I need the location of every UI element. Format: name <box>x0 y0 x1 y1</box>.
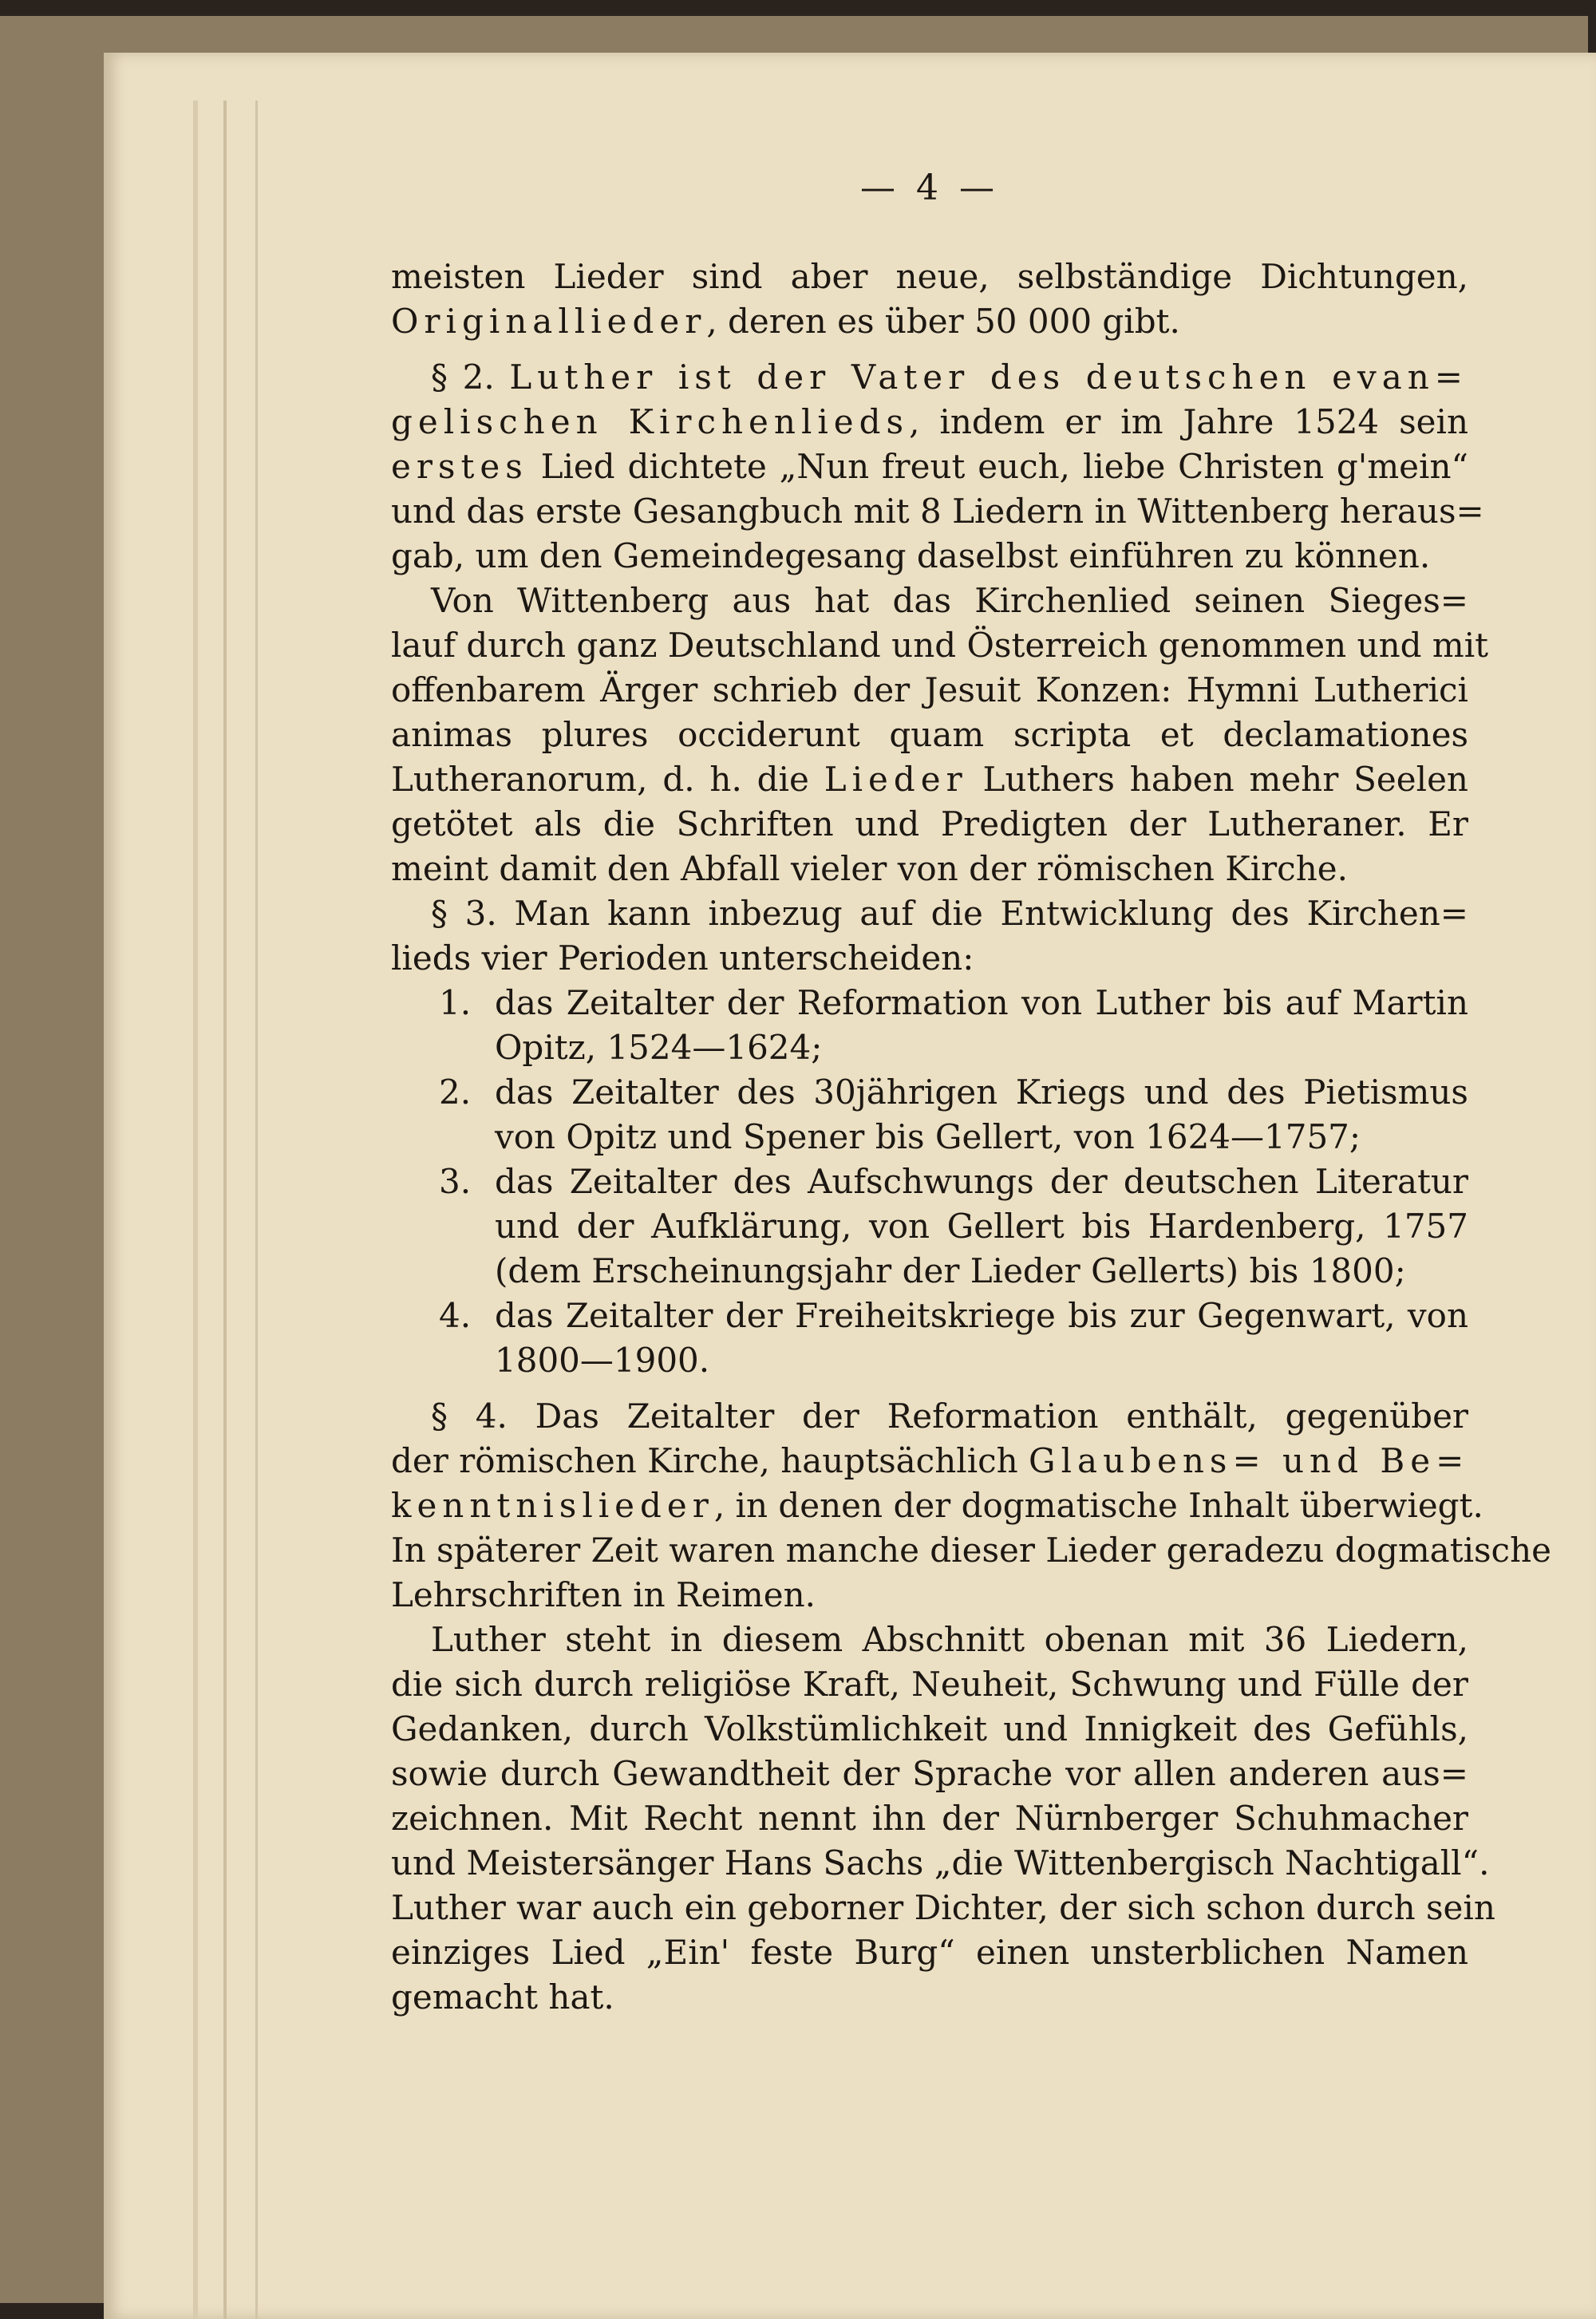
text-line <box>391 981 1468 1025</box>
text-line <box>391 1160 1468 1204</box>
wittenberg-paragraph <box>391 579 1489 891</box>
text-span: das Zeitalter der Reformation von Luther bis auf Martin <box>495 983 1468 1022</box>
text-span: , in denen der dogmatische Inhalt überwiegt. <box>713 1486 1483 1525</box>
section-number: § 2. <box>431 358 510 397</box>
text-line: gab, um den Gemeindegesang daselbst einführen zu können. <box>391 536 1431 575</box>
text-line: lieds vier Perioden unterscheiden: <box>391 938 974 978</box>
text-line: (dem Erscheinungsjahr der Lieder Gellerts) bis 1800; <box>495 1251 1406 1290</box>
text-line: Gedanken, durch Volkstümlichkeit und Innigkeit des Gefühls, <box>391 1709 1468 1748</box>
period-list-item <box>391 1070 1468 1160</box>
emphasized-term: erstes <box>391 447 528 486</box>
emphasized-term: Luther ist der Vater des deutschen evan= <box>509 358 1468 397</box>
text-line: und der Aufklärung, von Gellert bis Hardenberg, 1757 <box>495 1207 1468 1246</box>
text-line: von Opitz und Spener bis Gellert, von 1624—1757; <box>495 1117 1361 1156</box>
emphasized-term: Lieder <box>824 760 968 799</box>
text-line: In späterer Zeit waren manche dieser Lieder geradezu dogmatische <box>391 1531 1551 1570</box>
text-span: das Zeitalter des 30jährigen Kriegs und des Pietismus <box>495 1073 1468 1112</box>
text-span: Luthers haben mehr Seelen <box>967 760 1468 799</box>
text-line <box>391 444 1468 489</box>
text-span: Lutheranorum, d. h. die <box>391 760 824 799</box>
text-span: , deren es über 50 000 gibt. <box>706 302 1180 341</box>
period-list-item <box>391 981 1468 1070</box>
text-line: und das erste Gesangbuch mit 8 Liedern in Wittenberg heraus= <box>391 492 1484 531</box>
text-line <box>391 355 1468 400</box>
section-4-paragraph <box>391 1394 1551 1618</box>
section-2-paragraph <box>391 355 1484 579</box>
luther-paragraph <box>391 1618 1495 2020</box>
text-line: gemacht hat. <box>391 1977 614 2017</box>
text-span: das Zeitalter der Freiheitskriege bis zur Gegenwart, von <box>495 1296 1468 1335</box>
text-line <box>391 1483 1483 1528</box>
text-line <box>391 299 1468 344</box>
emphasized-term: Glaubens= und Be= <box>1029 1441 1470 1480</box>
page-edge <box>223 101 227 2319</box>
text-span: , indem er im Jahre 1524 sein <box>909 402 1468 441</box>
page-number: — 4 — <box>860 168 999 208</box>
text-line <box>391 400 1468 444</box>
text-line: Lehrschriften in Reimen. <box>391 1575 816 1614</box>
section-3-paragraph <box>391 891 1468 1383</box>
text-line: lauf durch ganz Deutschland und Österreich genommen und mit <box>391 626 1489 665</box>
text-line: offenbarem Ärger schrieb der Jesuit Konzen: Hymni Lutherici <box>391 670 1468 709</box>
text-line: die sich durch religiöse Kraft, Neuheit, Schwung und Fülle der <box>391 1665 1468 1704</box>
text-line: getötet als die Schriften und Predigten der Lutheraner. Er <box>391 804 1468 843</box>
text-line <box>391 757 1468 802</box>
list-number: 4. <box>439 1296 472 1335</box>
text-line: meisten Lieder sind aber neue, selbständige Dichtungen, <box>391 257 1468 296</box>
text-line: zeichnen. Mit Recht nennt ihn der Nürnberger Schuhmacher <box>391 1799 1468 1838</box>
list-number: 3. <box>439 1162 472 1201</box>
period-list-item <box>391 1160 1468 1294</box>
intro-paragraph <box>391 255 1468 344</box>
text-line: und Meistersänger Hans Sachs „die Wittenbergisch Nachtigall“. <box>391 1843 1490 1882</box>
text-line: § 4. Das Zeitalter der Reformation enthält, gegenüber <box>431 1397 1468 1436</box>
text-line: Luther war auch ein geborner Dichter, der sich schon durch sein <box>391 1888 1495 1927</box>
text-line: animas plures occiderunt quam scripta et declamationes <box>391 715 1468 754</box>
page-edge <box>255 101 258 2319</box>
text-line: 1800—1900. <box>495 1341 710 1380</box>
emphasized-term: kenntnislieder <box>391 1486 714 1525</box>
text-line <box>391 1070 1468 1115</box>
text-line <box>391 1294 1468 1338</box>
list-number: 2. <box>439 1073 472 1112</box>
text-line: Von Wittenberg aus hat das Kirchenlied seinen Sieges= <box>431 581 1468 620</box>
text-line <box>391 1439 1468 1483</box>
text-line: meint damit den Abfall vieler von der römischen Kirche. <box>391 849 1348 888</box>
text-line: § 3. Man kann inbezug auf die Entwicklung des Kirchen= <box>431 894 1468 933</box>
list-number: 1. <box>439 983 472 1022</box>
text-line: einziges Lied „Ein' feste Burg“ einen unsterblichen Namen <box>391 1933 1468 1972</box>
emphasized-term: Originallieder <box>391 302 707 341</box>
emphasized-term: gelischen Kirchenlieds <box>391 402 910 441</box>
text-span: der römischen Kirche, hauptsächlich <box>391 1441 1029 1480</box>
text-line: sowie durch Gewandtheit der Sprache vor allen anderen aus= <box>391 1754 1468 1793</box>
text-line: Opitz, 1524—1624; <box>495 1028 823 1067</box>
text-span: das Zeitalter des Aufschwungs der deutschen Literatur <box>495 1162 1468 1201</box>
page-edge <box>193 101 198 2319</box>
page-text <box>391 168 1551 2020</box>
text-line: Luther steht in diesem Abschnitt obenan mit 36 Liedern, <box>431 1620 1468 1659</box>
period-list-item <box>391 1294 1468 1383</box>
text-span: Lied dichtete „Nun freut euch, liebe Christen g'mein“ <box>527 447 1468 486</box>
